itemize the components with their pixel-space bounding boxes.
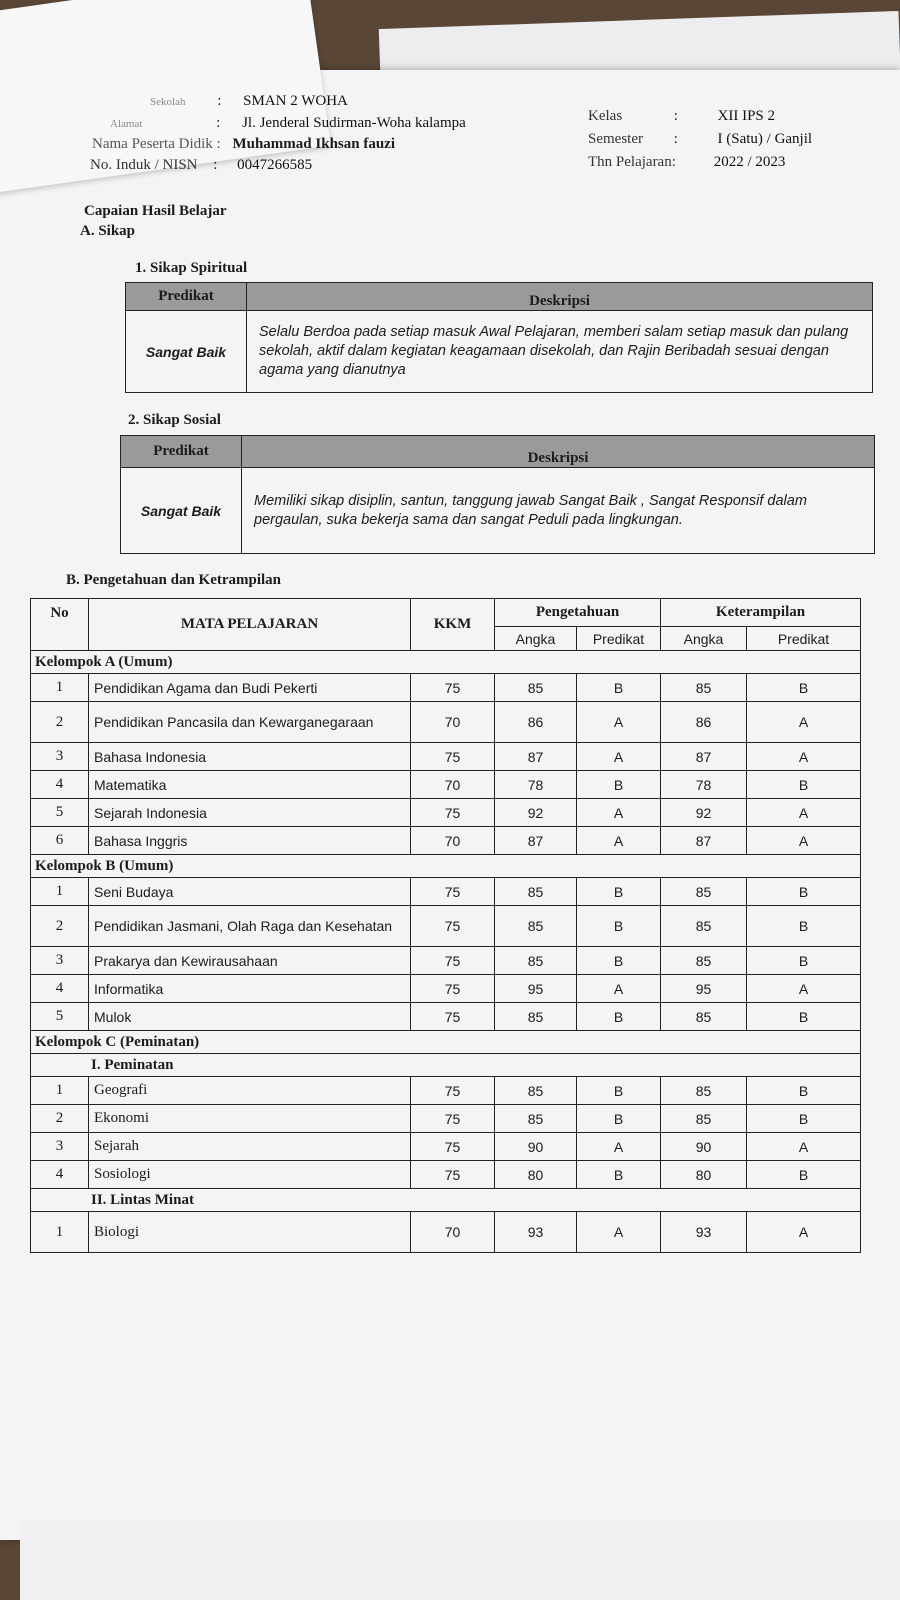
row-mapel: Prakarya dan Kewirausahaan (89, 947, 411, 975)
lintas-minat-label: II. Lintas Minat (31, 1189, 861, 1212)
sosial-title: 2. Sikap Sosial (128, 412, 221, 428)
row-kkm: 75 (411, 947, 495, 975)
table-row (31, 878, 861, 906)
row-kkm: 75 (411, 1077, 495, 1105)
capaian-title: Capaian Hasil Belajar (84, 203, 227, 219)
row-k-predikat: B (747, 947, 861, 975)
row-p-angka: 93 (495, 1212, 577, 1253)
nisn-row (90, 157, 312, 174)
tahun-label: Thn Pelajaran: (588, 154, 676, 170)
background-paper-bottom (20, 1520, 900, 1600)
table-row (31, 1003, 861, 1031)
row-k-predikat: A (747, 975, 861, 1003)
col-keterampilan: Keterampilan (661, 599, 861, 627)
semester-label: Semester (588, 131, 643, 147)
table-row (31, 1161, 861, 1189)
row-kkm: 75 (411, 674, 495, 702)
col-k-angka: Angka (661, 627, 747, 651)
table-row (31, 1077, 861, 1105)
row-no: 2 (31, 1105, 89, 1133)
row-mapel: Pendidikan Jasmani, Olah Raga dan Kesehatan (89, 906, 411, 947)
row-p-angka: 85 (495, 1105, 577, 1133)
row-mapel: Sosiologi (89, 1161, 411, 1189)
row-kkm: 75 (411, 906, 495, 947)
table-row (31, 975, 861, 1003)
row-p-predikat: B (577, 947, 661, 975)
kelas-label: Kelas (588, 108, 623, 124)
row-no: 3 (31, 947, 89, 975)
row-mapel: Pendidikan Pancasila dan Kewarganegaraan (89, 702, 411, 743)
row-k-predikat: B (747, 1003, 861, 1031)
col-predikat: Predikat (126, 283, 247, 311)
row-k-angka: 92 (661, 799, 747, 827)
sekolah-label: Sekolah (150, 96, 186, 108)
row-k-angka: 78 (661, 771, 747, 799)
row-kkm: 75 (411, 1161, 495, 1189)
row-kkm: 70 (411, 1212, 495, 1253)
row-k-angka: 87 (661, 827, 747, 855)
row-mapel: Informatika (89, 975, 411, 1003)
sekolah-row (150, 93, 348, 110)
row-mapel: Seni Budaya (89, 878, 411, 906)
row-k-angka: 86 (661, 702, 747, 743)
row-no: 4 (31, 771, 89, 799)
row-mapel: Biologi (89, 1212, 411, 1253)
nisn-label: No. Induk / NISN (90, 157, 198, 173)
sosial-table (120, 435, 875, 554)
alamat-row (110, 115, 466, 132)
row-k-angka: 85 (661, 1003, 747, 1031)
kelas-row (588, 108, 775, 125)
spiritual-title: 1. Sikap Spiritual (135, 260, 248, 276)
table-row (31, 771, 861, 799)
row-k-predikat: A (747, 1133, 861, 1161)
row-p-angka: 80 (495, 1161, 577, 1189)
row-p-angka: 92 (495, 799, 577, 827)
row-k-angka: 85 (661, 947, 747, 975)
row-k-angka: 80 (661, 1161, 747, 1189)
col-deskripsi: Deskripsi (247, 283, 873, 311)
row-p-predikat: A (577, 827, 661, 855)
row-mapel: Geografi (89, 1077, 411, 1105)
row-kkm: 75 (411, 878, 495, 906)
col-pengetahuan: Pengetahuan (495, 599, 661, 627)
kelompok-b-label: Kelompok B (Umum) (31, 855, 861, 878)
row-k-predikat: B (747, 1161, 861, 1189)
row-p-predikat: A (577, 975, 661, 1003)
tahun-row (588, 154, 785, 171)
row-p-predikat: B (577, 878, 661, 906)
row-no: 4 (31, 1161, 89, 1189)
row-kkm: 75 (411, 1133, 495, 1161)
row-no: 4 (31, 975, 89, 1003)
row-p-angka: 85 (495, 674, 577, 702)
table-row (31, 702, 861, 743)
row-p-predikat: B (577, 1003, 661, 1031)
table-row (31, 799, 861, 827)
col-p-predikat: Predikat (577, 627, 661, 651)
col-mapel: MATA PELAJARAN (89, 599, 411, 651)
table-row (31, 1105, 861, 1133)
row-k-predikat: B (747, 906, 861, 947)
nisn-value: 0047266585 (237, 157, 313, 173)
row-k-predikat: B (747, 1105, 861, 1133)
row-p-predikat: B (577, 1105, 661, 1133)
row-p-predikat: A (577, 702, 661, 743)
row-p-predikat: A (577, 743, 661, 771)
row-k-angka: 95 (661, 975, 747, 1003)
row-p-angka: 85 (495, 1077, 577, 1105)
row-k-predikat: B (747, 878, 861, 906)
row-p-predikat: B (577, 906, 661, 947)
row-no: 5 (31, 1003, 89, 1031)
row-no: 1 (31, 878, 89, 906)
alamat-value: Jl. Jenderal Sudirman-Woha kalampa (242, 115, 466, 131)
spiritual-table (125, 282, 873, 393)
row-mapel: Bahasa Indonesia (89, 743, 411, 771)
row-p-predikat: A (577, 799, 661, 827)
kelas-value: XII IPS 2 (717, 108, 776, 124)
sosial-predikat: Sangat Baik (121, 468, 242, 554)
row-p-angka: 85 (495, 906, 577, 947)
row-p-predikat: B (577, 674, 661, 702)
row-no: 2 (31, 906, 89, 947)
row-k-predikat: B (747, 674, 861, 702)
row-p-angka: 85 (495, 878, 577, 906)
row-no: 1 (31, 1212, 89, 1253)
nilai-table (30, 598, 861, 1253)
table-row (31, 1212, 861, 1253)
row-kkm: 75 (411, 975, 495, 1003)
table-row (31, 906, 861, 947)
row-kkm: 75 (411, 799, 495, 827)
row-mapel: Pendidikan Agama dan Budi Pekerti (89, 674, 411, 702)
row-k-angka: 85 (661, 878, 747, 906)
row-k-predikat: A (747, 827, 861, 855)
row-p-angka: 87 (495, 827, 577, 855)
row-mapel: Matematika (89, 771, 411, 799)
sosial-deskripsi: Memiliki sikap disiplin, santun, tanggung jawab Sangat Baik , Sangat Responsif dalam pergaulan, suka bekerja sama dan sangat Peduli pada lingkungan. (242, 468, 875, 554)
col-no: No (31, 599, 89, 651)
col-predikat: Predikat (121, 436, 242, 468)
row-k-angka: 85 (661, 1077, 747, 1105)
colon: : (673, 108, 678, 124)
nilai-title: B. Pengetahuan dan Ketrampilan (66, 572, 282, 588)
row-no: 1 (31, 1077, 89, 1105)
table-row (31, 827, 861, 855)
sekolah-value: SMAN 2 WOHA (243, 93, 348, 109)
colon: : (217, 93, 222, 109)
sikap-title: A. Sikap (80, 223, 136, 239)
row-p-predikat: A (577, 1133, 661, 1161)
row-k-predikat: A (747, 799, 861, 827)
row-mapel: Mulok (89, 1003, 411, 1031)
peminatan-label: I. Peminatan (31, 1054, 861, 1077)
spiritual-predikat: Sangat Baik (126, 311, 247, 393)
row-k-predikat: A (747, 702, 861, 743)
row-p-angka: 86 (495, 702, 577, 743)
row-mapel: Sejarah Indonesia (89, 799, 411, 827)
row-kkm: 70 (411, 827, 495, 855)
semester-value: I (Satu) / Ganjil (717, 131, 813, 147)
colon: : (673, 131, 678, 147)
col-p-angka: Angka (495, 627, 577, 651)
row-k-angka: 85 (661, 906, 747, 947)
nama-row (92, 136, 395, 153)
row-p-angka: 87 (495, 743, 577, 771)
row-kkm: 75 (411, 1003, 495, 1031)
row-no: 3 (31, 1133, 89, 1161)
row-k-predikat: A (747, 1212, 861, 1253)
nama-label: Nama Peserta Didik : (92, 136, 221, 152)
row-no: 6 (31, 827, 89, 855)
table-row (31, 743, 861, 771)
row-p-predikat: B (577, 1161, 661, 1189)
row-no: 3 (31, 743, 89, 771)
spiritual-deskripsi: Selalu Berdoa pada setiap masuk Awal Pelajaran, memberi salam setiap masuk dan pulang sekolah, aktif dalam kegiatan keagamaan disekolah, dan Rajin Beribadah sesuai dengan agama yang dianutnya (247, 311, 873, 393)
nama-value: Muhammad Ikhsan fauzi (232, 136, 396, 152)
row-p-angka: 78 (495, 771, 577, 799)
row-k-angka: 87 (661, 743, 747, 771)
row-no: 2 (31, 702, 89, 743)
table-row (31, 674, 861, 702)
row-kkm: 75 (411, 743, 495, 771)
col-kkm: KKM (411, 599, 495, 651)
row-mapel: Sejarah (89, 1133, 411, 1161)
semester-row (588, 131, 812, 148)
table-row (31, 1133, 861, 1161)
row-mapel: Bahasa Inggris (89, 827, 411, 855)
row-p-angka: 85 (495, 1003, 577, 1031)
row-no: 1 (31, 674, 89, 702)
row-p-angka: 95 (495, 975, 577, 1003)
row-no: 5 (31, 799, 89, 827)
row-k-predikat: B (747, 1077, 861, 1105)
col-deskripsi: Deskripsi (242, 436, 875, 468)
row-p-predikat: B (577, 771, 661, 799)
row-kkm: 70 (411, 771, 495, 799)
row-k-angka: 85 (661, 1105, 747, 1133)
row-p-predikat: B (577, 1077, 661, 1105)
row-k-angka: 93 (661, 1212, 747, 1253)
row-k-predikat: A (747, 743, 861, 771)
row-k-angka: 85 (661, 674, 747, 702)
colon: : (216, 115, 221, 131)
row-mapel: Ekonomi (89, 1105, 411, 1133)
row-p-angka: 90 (495, 1133, 577, 1161)
table-row (31, 947, 861, 975)
row-p-predikat: A (577, 1212, 661, 1253)
row-kkm: 70 (411, 702, 495, 743)
kelompok-c-label: Kelompok C (Peminatan) (31, 1031, 861, 1054)
col-k-predikat: Predikat (747, 627, 861, 651)
tahun-value: 2022 / 2023 (713, 154, 786, 170)
row-k-predikat: B (747, 771, 861, 799)
colon: : (213, 157, 218, 173)
kelompok-a-label: Kelompok A (Umum) (31, 651, 861, 674)
alamat-label: Alamat (110, 118, 143, 130)
row-k-angka: 90 (661, 1133, 747, 1161)
row-kkm: 75 (411, 1105, 495, 1133)
row-p-angka: 85 (495, 947, 577, 975)
